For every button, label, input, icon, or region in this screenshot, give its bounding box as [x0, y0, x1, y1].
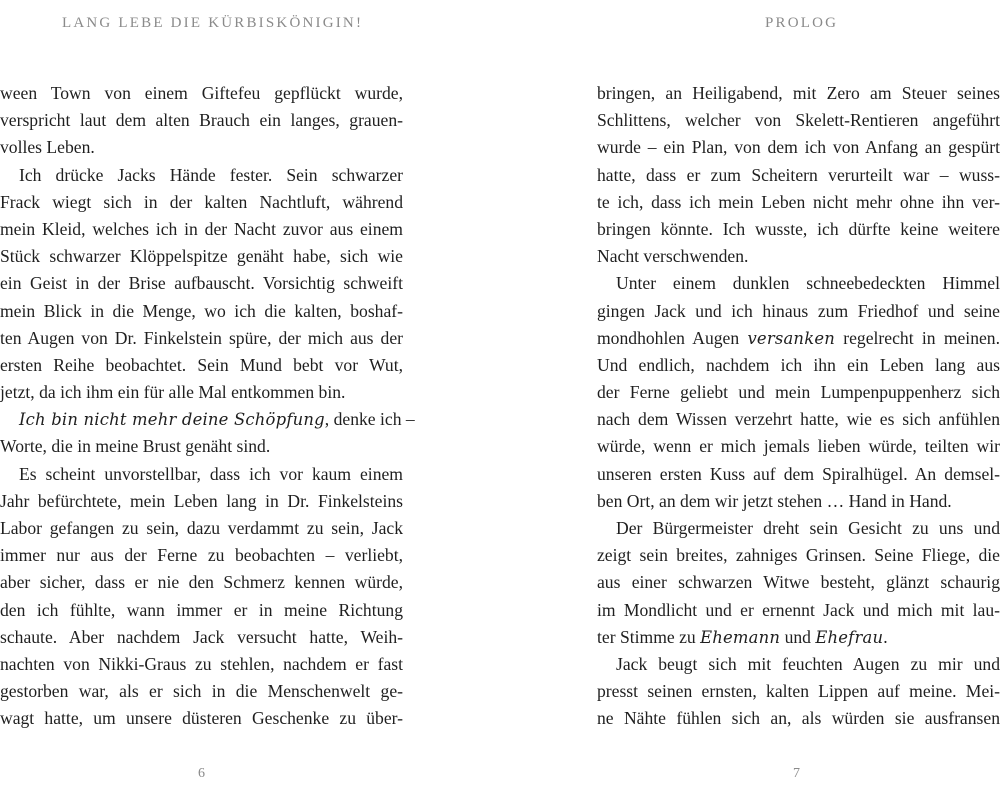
text-line: würde, wenn er mich jemals lieben würde, teilten wir [597, 436, 1000, 457]
text-line: Frack wiegt sich in der kalten Nachtluft, während [0, 191, 403, 212]
text-line: ben Ort, an dem wir jetzt stehen … Hand in Hand. [597, 490, 952, 511]
text-fragment: ter Stimme zu [597, 626, 701, 647]
text-fragment: . [883, 626, 888, 647]
text-line: Ich drücke Jacks Hände fester. Sein schwarzer [19, 164, 403, 185]
text-line: gingen Jack und ich hinaus zum Friedhof und seine [597, 300, 1000, 321]
left-body-text [0, 80, 415, 733]
text-line: jetzt, da ich ihm ein für alle Mal entkommen bin. [0, 382, 346, 403]
text-fragment: , denke ich – [324, 409, 415, 430]
text-line: Nacht verschwenden. [597, 246, 749, 267]
text-line: Labor gefangen zu sein, dazu verdammt zu sein, Jack [0, 518, 403, 538]
text-line: Jack beugt sich mit feuchten Augen zu mir und [616, 653, 1000, 674]
text-line: bringen, an Heiligabend, mit Zero am Steuer seines [597, 83, 1000, 103]
text-line: im Mondlicht und er ernennt Jack und mich mit lau- [597, 599, 1000, 620]
text-line-mixed [0, 406, 415, 433]
text-line-mixed [597, 325, 1000, 352]
right-body-text [597, 80, 1000, 733]
italic-word: Ehefrau [815, 627, 884, 647]
text-line: ne Nähte fühlen sich an, als würden sie ausfransen [597, 708, 1000, 729]
text-line: Es scheint unvorstellbar, dass ich vor kaum einem [19, 463, 403, 484]
text-line: wagt hatte, um unsere düsteren Geschenke zu über- [0, 708, 403, 729]
text-line: Unter einem dunklen schneebedeckten Himmel [616, 273, 1000, 294]
text-line: Jahr befürchtete, mein Leben lang in Dr. Finkelsteins [0, 490, 403, 511]
text-fragment: regelrecht in meinen. [834, 327, 1000, 348]
text-line: aber sicher, dass er nie den Schmerz kennen würde, [0, 572, 403, 593]
text-line: te ich, dass ich mein Leben nicht mehr ohne ihn ver- [597, 191, 1000, 212]
text-line: presst seinen ernsten, kalten Lippen auf meine. Mei- [597, 681, 1000, 702]
text-line: mein Blick in die Menge, wo ich die kalten, boshaf- [0, 300, 403, 321]
text-line: volles Leben. [0, 137, 95, 158]
text-line: nach dem Wissen verzehrt hatte, wie es sich anfühlen [597, 409, 1000, 430]
italic-word: versanken [747, 328, 835, 348]
left-running-head: LANG LEBE DIE KÜRBISKÖNIGIN! [62, 15, 364, 31]
italic-phrase: Ich bin nicht mehr deine Schöpfung [19, 410, 325, 430]
text-line: immer nur aus der Ferne zu beobachten – verliebt, [0, 545, 403, 566]
left-page-number: 6 [198, 766, 205, 781]
text-line: ein Geist in der Brise aufbauscht. Vorsichtig schweift [0, 273, 403, 294]
text-line: schaute. Aber nachdem Jack versucht hatte, Weih- [0, 626, 403, 647]
text-line: gestorben war, als er sich in die Menschenwelt ge- [0, 681, 403, 702]
text-line-mixed [597, 624, 1000, 651]
text-line: wurde – ein Plan, von dem ich von Anfang an gespürt [597, 137, 1000, 158]
text-line: verspricht laut dem alten Brauch ein langes, grauen- [0, 110, 403, 131]
text-fragment: mondhohlen Augen [597, 327, 748, 348]
text-fragment: und [780, 626, 816, 647]
text-line: unseren ersten Kuss auf dem Spiralhügel. An demsel- [597, 463, 1000, 484]
right-page [597, 0, 1000, 800]
right-running-head: PROLOG [765, 15, 839, 31]
text-line: mein Kleid, welches ich in der Nacht zuvor aus einem [0, 218, 403, 239]
text-line: Der Bürgermeister dreht sein Gesicht zu uns und [616, 518, 1000, 538]
text-line: den ich fühlte, wann immer er in meine Richtung [0, 599, 403, 620]
text-line: Worte, die in meine Brust genäht sind. [0, 436, 271, 457]
text-line: der Ferne geliebt und mein Lumpenpuppenherz sich [597, 382, 1000, 403]
left-page [0, 0, 415, 800]
text-line: Schlittens, welcher von Skelett-Rentieren angeführt [597, 110, 1000, 131]
text-line: Und endlich, nachdem ich ihn ein Leben lang aus [597, 354, 1000, 375]
right-page-number: 7 [793, 766, 800, 781]
text-line: zeigt sein breites, zahniges Grinsen. Seine Fliege, die [597, 545, 1000, 566]
text-line: ten Augen von Dr. Finkelstein spüre, der mich aus der [0, 327, 403, 348]
text-line: Stück schwarzer Klöppelspitze genäht habe, sich wie [0, 246, 403, 267]
text-line: aus einer schwarzen Witwe besteht, glänzt schaurig [597, 572, 1000, 593]
text-line: nachten von Nikki-Graus zu stehlen, nachdem er fast [0, 653, 403, 674]
text-line: bringen könnte. Ich wusste, ich dürfte keine weitere [597, 218, 1000, 239]
text-line: ween Town von einem Giftefeu gepflückt wurde, [0, 83, 403, 103]
italic-word: Ehemann [700, 627, 781, 647]
text-line: hatte, dass er zum Scheitern verurteilt war – wuss- [597, 164, 1000, 185]
text-line: ersten Reihe beobachtet. Sein Mund bebt vor Wut, [0, 354, 403, 375]
